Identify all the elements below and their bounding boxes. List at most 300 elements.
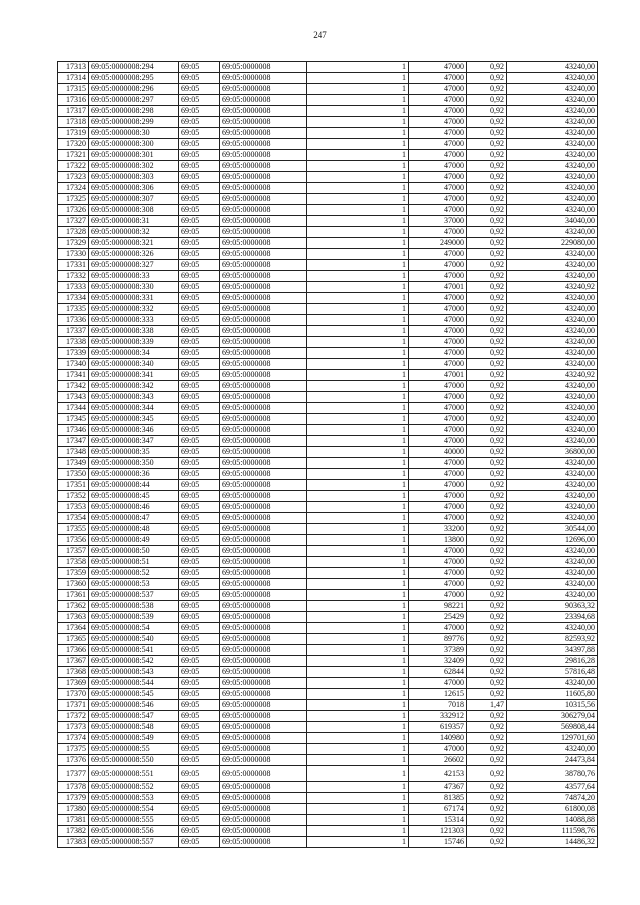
table-row	[58, 744, 598, 755]
region-code-cell: 69:05	[179, 755, 220, 766]
area-cell: 67174	[409, 804, 467, 815]
row-number-cell: 17316	[58, 95, 89, 106]
coefficient-cell: 0,92	[467, 447, 507, 458]
quarter-number-cell: 69:05:0000008	[220, 579, 307, 590]
quarter-number-cell: 69:05:0000008	[220, 194, 307, 205]
row-number-cell: 17320	[58, 139, 89, 150]
table-row	[58, 315, 598, 326]
cadastral-value-cell: 61800,08	[507, 804, 598, 815]
coefficient-cell: 0,92	[467, 315, 507, 326]
row-number-cell: 17331	[58, 260, 89, 271]
coefficient-cell: 0,92	[467, 161, 507, 172]
row-number-cell: 17366	[58, 645, 89, 656]
coefficient-cell: 0,92	[467, 502, 507, 513]
region-code-cell: 69:05	[179, 535, 220, 546]
coefficient-cell: 0,92	[467, 579, 507, 590]
cadastral-value-cell: 43240,00	[507, 480, 598, 491]
count-cell: 1	[307, 826, 409, 837]
area-cell: 98221	[409, 601, 467, 612]
table-row	[58, 84, 598, 95]
table-row	[58, 458, 598, 469]
row-number-cell: 17314	[58, 73, 89, 84]
cadastral-value-cell: 14486,32	[507, 837, 598, 848]
cadastral-value-cell: 43240,00	[507, 392, 598, 403]
cadastral-value-cell: 569808,44	[507, 722, 598, 733]
quarter-number-cell: 69:05:0000008	[220, 304, 307, 315]
table-row	[58, 403, 598, 414]
table-row	[58, 73, 598, 84]
table-row	[58, 733, 598, 744]
cadastral-number-cell: 69:05:0000008:542	[89, 656, 179, 667]
area-cell: 47000	[409, 623, 467, 634]
count-cell: 1	[307, 139, 409, 150]
region-code-cell: 69:05	[179, 458, 220, 469]
coefficient-cell: 0,92	[467, 282, 507, 293]
area-cell: 140980	[409, 733, 467, 744]
area-cell: 37000	[409, 216, 467, 227]
table-row	[58, 590, 598, 601]
area-cell: 47000	[409, 348, 467, 359]
coefficient-cell: 0,92	[467, 645, 507, 656]
cadastral-value-cell: 229080,00	[507, 238, 598, 249]
area-cell: 47000	[409, 161, 467, 172]
cadastral-value-cell: 43240,00	[507, 326, 598, 337]
cadastral-value-cell: 12696,00	[507, 535, 598, 546]
count-cell: 1	[307, 150, 409, 161]
cadastral-number-cell: 69:05:0000008:344	[89, 403, 179, 414]
row-number-cell: 17352	[58, 491, 89, 502]
region-code-cell: 69:05	[179, 546, 220, 557]
cadastral-value-cell: 43240,00	[507, 106, 598, 117]
table-row	[58, 837, 598, 848]
table-row	[58, 95, 598, 106]
count-cell: 1	[307, 793, 409, 804]
cadastral-number-cell: 69:05:0000008:538	[89, 601, 179, 612]
region-code-cell: 69:05	[179, 568, 220, 579]
cadastral-number-cell: 69:05:0000008:541	[89, 645, 179, 656]
quarter-number-cell: 69:05:0000008	[220, 128, 307, 139]
area-cell: 47000	[409, 557, 467, 568]
area-cell: 47000	[409, 678, 467, 689]
table-row	[58, 205, 598, 216]
coefficient-cell: 0,92	[467, 667, 507, 678]
coefficient-cell: 0,92	[467, 557, 507, 568]
coefficient-cell: 0,92	[467, 689, 507, 700]
table-row	[58, 623, 598, 634]
count-cell: 1	[307, 766, 409, 782]
cadastral-value-cell: 43240,00	[507, 425, 598, 436]
count-cell: 1	[307, 568, 409, 579]
coefficient-cell: 0,92	[467, 722, 507, 733]
cadastral-number-cell: 69:05:0000008:308	[89, 205, 179, 216]
row-number-cell: 17319	[58, 128, 89, 139]
region-code-cell: 69:05	[179, 711, 220, 722]
quarter-number-cell: 69:05:0000008	[220, 469, 307, 480]
quarter-number-cell: 69:05:0000008	[220, 656, 307, 667]
cadastral-value-cell: 38780,76	[507, 766, 598, 782]
cadastral-number-cell: 69:05:0000008:33	[89, 271, 179, 282]
table-row	[58, 579, 598, 590]
cadastral-value-cell: 43240,00	[507, 513, 598, 524]
row-number-cell: 17332	[58, 271, 89, 282]
table-row	[58, 425, 598, 436]
quarter-number-cell: 69:05:0000008	[220, 183, 307, 194]
count-cell: 1	[307, 128, 409, 139]
cadastral-value-cell: 74874,20	[507, 793, 598, 804]
cadastral-value-cell: 43240,00	[507, 557, 598, 568]
cadastral-value-cell: 23394,68	[507, 612, 598, 623]
cadastral-number-cell: 69:05:0000008:298	[89, 106, 179, 117]
count-cell: 1	[307, 359, 409, 370]
row-number-cell: 17339	[58, 348, 89, 359]
coefficient-cell: 0,92	[467, 815, 507, 826]
area-cell: 12615	[409, 689, 467, 700]
cadastral-number-cell: 69:05:0000008:546	[89, 700, 179, 711]
cadastral-number-cell: 69:05:0000008:303	[89, 172, 179, 183]
quarter-number-cell: 69:05:0000008	[220, 414, 307, 425]
row-number-cell: 17325	[58, 194, 89, 205]
quarter-number-cell: 69:05:0000008	[220, 744, 307, 755]
region-code-cell: 69:05	[179, 161, 220, 172]
row-number-cell: 17362	[58, 601, 89, 612]
coefficient-cell: 0,92	[467, 678, 507, 689]
count-cell: 1	[307, 183, 409, 194]
quarter-number-cell: 69:05:0000008	[220, 216, 307, 227]
cadastral-number-cell: 69:05:0000008:540	[89, 634, 179, 645]
region-code-cell: 69:05	[179, 304, 220, 315]
cadastral-value-cell: 43240,00	[507, 117, 598, 128]
region-code-cell: 69:05	[179, 656, 220, 667]
row-number-cell: 17342	[58, 381, 89, 392]
region-code-cell: 69:05	[179, 172, 220, 183]
table-row	[58, 172, 598, 183]
coefficient-cell: 0,92	[467, 491, 507, 502]
area-cell: 47000	[409, 117, 467, 128]
table-row	[58, 535, 598, 546]
cadastral-value-cell: 43240,92	[507, 370, 598, 381]
area-cell: 47000	[409, 744, 467, 755]
coefficient-cell: 0,92	[467, 425, 507, 436]
cadastral-number-cell: 69:05:0000008:342	[89, 381, 179, 392]
count-cell: 1	[307, 293, 409, 304]
cadastral-value-cell: 43240,00	[507, 359, 598, 370]
quarter-number-cell: 69:05:0000008	[220, 524, 307, 535]
cadastral-number-cell: 69:05:0000008:333	[89, 315, 179, 326]
region-code-cell: 69:05	[179, 837, 220, 848]
table-row	[58, 782, 598, 793]
page-number: 247	[313, 30, 327, 40]
cadastral-value-cell: 10315,56	[507, 700, 598, 711]
table-row	[58, 348, 598, 359]
area-cell: 26602	[409, 755, 467, 766]
coefficient-cell: 0,92	[467, 392, 507, 403]
region-code-cell: 69:05	[179, 557, 220, 568]
table-row	[58, 568, 598, 579]
coefficient-cell: 0,92	[467, 249, 507, 260]
row-number-cell: 17315	[58, 84, 89, 95]
coefficient-cell: 0,92	[467, 84, 507, 95]
area-cell: 89776	[409, 634, 467, 645]
row-number-cell: 17340	[58, 359, 89, 370]
row-number-cell: 17372	[58, 711, 89, 722]
region-code-cell: 69:05	[179, 271, 220, 282]
count-cell: 1	[307, 711, 409, 722]
cadastral-value-cell: 43240,00	[507, 348, 598, 359]
row-number-cell: 17327	[58, 216, 89, 227]
table-row	[58, 161, 598, 172]
table-body	[58, 62, 598, 848]
cadastral-number-cell: 69:05:0000008:294	[89, 62, 179, 73]
cadastral-number-cell: 69:05:0000008:551	[89, 766, 179, 782]
count-cell: 1	[307, 205, 409, 216]
row-number-cell: 17338	[58, 337, 89, 348]
count-cell: 1	[307, 815, 409, 826]
table-row	[58, 645, 598, 656]
region-code-cell: 69:05	[179, 282, 220, 293]
area-cell: 47000	[409, 172, 467, 183]
cadastral-number-cell: 69:05:0000008:556	[89, 826, 179, 837]
region-code-cell: 69:05	[179, 436, 220, 447]
region-code-cell: 69:05	[179, 645, 220, 656]
row-number-cell: 17326	[58, 205, 89, 216]
quarter-number-cell: 69:05:0000008	[220, 782, 307, 793]
count-cell: 1	[307, 458, 409, 469]
cadastral-number-cell: 69:05:0000008:544	[89, 678, 179, 689]
cadastral-value-cell: 43240,00	[507, 403, 598, 414]
quarter-number-cell: 69:05:0000008	[220, 293, 307, 304]
count-cell: 1	[307, 480, 409, 491]
quarter-number-cell: 69:05:0000008	[220, 480, 307, 491]
area-cell: 47000	[409, 304, 467, 315]
area-cell: 47000	[409, 128, 467, 139]
row-number-cell: 17367	[58, 656, 89, 667]
count-cell: 1	[307, 117, 409, 128]
table-row	[58, 700, 598, 711]
table-row	[58, 62, 598, 73]
quarter-number-cell: 69:05:0000008	[220, 623, 307, 634]
area-cell: 47000	[409, 73, 467, 84]
count-cell: 1	[307, 755, 409, 766]
count-cell: 1	[307, 722, 409, 733]
quarter-number-cell: 69:05:0000008	[220, 458, 307, 469]
row-number-cell: 17361	[58, 590, 89, 601]
cadastral-number-cell: 69:05:0000008:32	[89, 227, 179, 238]
area-cell: 47000	[409, 414, 467, 425]
cadastral-number-cell: 69:05:0000008:302	[89, 161, 179, 172]
row-number-cell: 17363	[58, 612, 89, 623]
region-code-cell: 69:05	[179, 793, 220, 804]
cadastral-number-cell: 69:05:0000008:545	[89, 689, 179, 700]
row-number-cell: 17354	[58, 513, 89, 524]
count-cell: 1	[307, 370, 409, 381]
coefficient-cell: 0,92	[467, 117, 507, 128]
cadastral-number-cell: 69:05:0000008:44	[89, 480, 179, 491]
quarter-number-cell: 69:05:0000008	[220, 359, 307, 370]
area-cell: 47000	[409, 579, 467, 590]
region-code-cell: 69:05	[179, 194, 220, 205]
table-row	[58, 793, 598, 804]
cadastral-value-cell: 90363,32	[507, 601, 598, 612]
table-row	[58, 370, 598, 381]
cadastral-number-cell: 69:05:0000008:46	[89, 502, 179, 513]
quarter-number-cell: 69:05:0000008	[220, 755, 307, 766]
quarter-number-cell: 69:05:0000008	[220, 601, 307, 612]
count-cell: 1	[307, 326, 409, 337]
area-cell: 13800	[409, 535, 467, 546]
row-number-cell: 17344	[58, 403, 89, 414]
coefficient-cell: 0,92	[467, 227, 507, 238]
area-cell: 42153	[409, 766, 467, 782]
row-number-cell: 17313	[58, 62, 89, 73]
quarter-number-cell: 69:05:0000008	[220, 733, 307, 744]
cadastral-number-cell: 69:05:0000008:552	[89, 782, 179, 793]
region-code-cell: 69:05	[179, 205, 220, 216]
table-row	[58, 414, 598, 425]
table-row	[58, 826, 598, 837]
cadastral-number-cell: 69:05:0000008:547	[89, 711, 179, 722]
quarter-number-cell: 69:05:0000008	[220, 491, 307, 502]
coefficient-cell: 0,92	[467, 172, 507, 183]
quarter-number-cell: 69:05:0000008	[220, 381, 307, 392]
region-code-cell: 69:05	[179, 700, 220, 711]
area-cell: 15746	[409, 837, 467, 848]
row-number-cell: 17323	[58, 172, 89, 183]
region-code-cell: 69:05	[179, 524, 220, 535]
table-row	[58, 612, 598, 623]
area-cell: 47001	[409, 370, 467, 381]
coefficient-cell: 0,92	[467, 782, 507, 793]
region-code-cell: 69:05	[179, 744, 220, 755]
area-cell: 47000	[409, 392, 467, 403]
count-cell: 1	[307, 469, 409, 480]
region-code-cell: 69:05	[179, 634, 220, 645]
cadastral-number-cell: 69:05:0000008:327	[89, 260, 179, 271]
region-code-cell: 69:05	[179, 612, 220, 623]
table-row	[58, 128, 598, 139]
count-cell: 1	[307, 535, 409, 546]
row-number-cell: 17336	[58, 315, 89, 326]
table-row	[58, 513, 598, 524]
region-code-cell: 69:05	[179, 491, 220, 502]
area-cell: 47000	[409, 403, 467, 414]
row-number-cell: 17365	[58, 634, 89, 645]
region-code-cell: 69:05	[179, 480, 220, 491]
cadastral-value-cell: 306279,04	[507, 711, 598, 722]
cadastral-value-cell: 43240,00	[507, 546, 598, 557]
quarter-number-cell: 69:05:0000008	[220, 447, 307, 458]
coefficient-cell: 0,92	[467, 73, 507, 84]
count-cell: 1	[307, 546, 409, 557]
count-cell: 1	[307, 491, 409, 502]
quarter-number-cell: 69:05:0000008	[220, 793, 307, 804]
area-cell: 47000	[409, 271, 467, 282]
row-number-cell: 17335	[58, 304, 89, 315]
region-code-cell: 69:05	[179, 689, 220, 700]
table-row	[58, 546, 598, 557]
area-cell: 47000	[409, 205, 467, 216]
cadastral-value-cell: 43240,00	[507, 315, 598, 326]
row-number-cell: 17381	[58, 815, 89, 826]
count-cell: 1	[307, 425, 409, 436]
region-code-cell: 69:05	[179, 667, 220, 678]
row-number-cell: 17371	[58, 700, 89, 711]
region-code-cell: 69:05	[179, 469, 220, 480]
coefficient-cell: 0,92	[467, 513, 507, 524]
cadastral-value-cell: 82593,92	[507, 634, 598, 645]
quarter-number-cell: 69:05:0000008	[220, 370, 307, 381]
coefficient-cell: 0,92	[467, 744, 507, 755]
cadastral-value-cell: 34397,88	[507, 645, 598, 656]
row-number-cell: 17360	[58, 579, 89, 590]
cadastral-number-cell: 69:05:0000008:307	[89, 194, 179, 205]
table-row	[58, 392, 598, 403]
coefficient-cell: 0,92	[467, 634, 507, 645]
cadastral-number-cell: 69:05:0000008:341	[89, 370, 179, 381]
region-code-cell: 69:05	[179, 513, 220, 524]
cadastral-value-cell: 43240,00	[507, 205, 598, 216]
count-cell: 1	[307, 656, 409, 667]
cadastral-number-cell: 69:05:0000008:550	[89, 755, 179, 766]
row-number-cell: 17356	[58, 535, 89, 546]
row-number-cell: 17353	[58, 502, 89, 513]
cadastral-number-cell: 69:05:0000008:555	[89, 815, 179, 826]
coefficient-cell: 0,92	[467, 194, 507, 205]
area-cell: 15314	[409, 815, 467, 826]
region-code-cell: 69:05	[179, 95, 220, 106]
cadastral-value-cell: 43240,00	[507, 579, 598, 590]
region-code-cell: 69:05	[179, 733, 220, 744]
count-cell: 1	[307, 700, 409, 711]
area-cell: 47000	[409, 227, 467, 238]
table-row	[58, 447, 598, 458]
quarter-number-cell: 69:05:0000008	[220, 403, 307, 414]
row-number-cell: 17374	[58, 733, 89, 744]
quarter-number-cell: 69:05:0000008	[220, 227, 307, 238]
row-number-cell: 17345	[58, 414, 89, 425]
table-row	[58, 722, 598, 733]
count-cell: 1	[307, 238, 409, 249]
row-number-cell: 17333	[58, 282, 89, 293]
cadastral-number-cell: 69:05:0000008:53	[89, 579, 179, 590]
cadastral-number-cell: 69:05:0000008:48	[89, 524, 179, 535]
cadastral-value-cell: 43240,00	[507, 469, 598, 480]
region-code-cell: 69:05	[179, 502, 220, 513]
cadastral-value-cell: 43240,00	[507, 414, 598, 425]
area-cell: 33200	[409, 524, 467, 535]
cadastral-number-cell: 69:05:0000008:301	[89, 150, 179, 161]
area-cell: 47000	[409, 139, 467, 150]
table-row	[58, 282, 598, 293]
area-cell: 47000	[409, 425, 467, 436]
area-cell: 62844	[409, 667, 467, 678]
quarter-number-cell: 69:05:0000008	[220, 73, 307, 84]
cadastral-number-cell: 69:05:0000008:52	[89, 568, 179, 579]
count-cell: 1	[307, 315, 409, 326]
cadastral-value-cell: 43240,00	[507, 62, 598, 73]
row-number-cell: 17322	[58, 161, 89, 172]
cadastral-value-cell: 129701,60	[507, 733, 598, 744]
table-row	[58, 469, 598, 480]
cadastral-value-cell: 111598,76	[507, 826, 598, 837]
area-cell: 47000	[409, 249, 467, 260]
area-cell: 47001	[409, 282, 467, 293]
count-cell: 1	[307, 524, 409, 535]
quarter-number-cell: 69:05:0000008	[220, 826, 307, 837]
count-cell: 1	[307, 579, 409, 590]
area-cell: 25429	[409, 612, 467, 623]
count-cell: 1	[307, 689, 409, 700]
region-code-cell: 69:05	[179, 678, 220, 689]
